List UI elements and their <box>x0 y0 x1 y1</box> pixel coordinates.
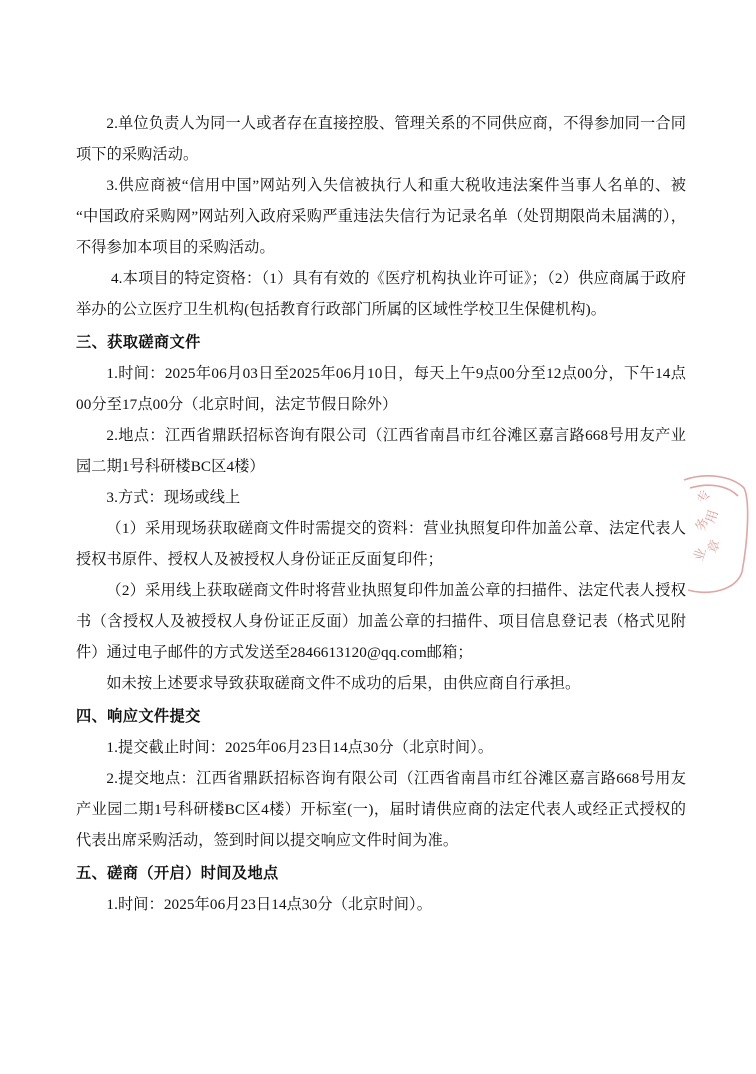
paragraph-clause-2: 2.单位负责人为同一人或者存在直接控股、管理关系的不同供应商，不得参加同一合同项下的采购活动。 <box>76 115 686 163</box>
document-body <box>76 108 686 920</box>
paragraph-acquire-time: 1.时间：2025年06月03日至2025年06月10日，每天上午9点00分至12点00分，下午14点00分至17点00分（北京时间，法定节假日除外） <box>76 365 686 413</box>
paragraph-acquire-note: 如未按上述要求导致获取磋商文件不成功的后果，由供应商自行承担。 <box>106 675 581 692</box>
paragraph-clause-4: 4.本项目的特定资格：（1）具有有效的《医疗机构执业许可证》；（2）供应商属于政府举办的公立医疗卫生机构(包括教育行政部门所属的区域性学校卫生保健机构)。 <box>76 270 686 318</box>
heading-section-three: 三、获取磋商文件 <box>76 334 201 351</box>
svg-text:用: 用 <box>702 507 721 525</box>
paragraph-acquire-method: 3.方式：现场或线上 <box>106 489 241 506</box>
paragraph-acquire-online: （2）采用线上获取磋商文件时将营业执照复印件加盖公章的扫描件、法定代表人授权书（含授权人及被授权人身份证正反面）加盖公章的扫描件、项目信息登记表（格式见附件）通过电子邮件的方式发送至2846613120@qq.com邮箱； <box>76 582 686 661</box>
heading-section-five: 五、磋商（开启）时间及地点 <box>76 865 279 882</box>
paragraph-acquire-onsite: （1）采用现场获取磋商文件时需提交的资料：营业执照复印件加盖公章、法定代表人授权书原件、授权人及被授权人身份证正反面复印件； <box>76 520 686 568</box>
paragraph-submit-place: 2.提交地点：江西省鼎跃招标咨询有限公司（江西省南昌市红谷滩区嘉言路668号用友产业园二期1号科研楼BC区4楼）开标室(一)，届时请供应商的法定代表人或经正式授权的代表出席采购活动，签到时间以提交响应文件时间为准。 <box>76 770 686 849</box>
svg-text:务: 务 <box>692 515 711 533</box>
paragraph-submit-deadline: 1.提交截止时间：2025年06月23日14点30分（北京时间）。 <box>106 739 494 756</box>
paragraph-clause-3: 3.供应商被“信用中国”网站列入失信被执行人和重大税收违法案件当事人名单的、被“中国政府采购网”网站列入政府采购严重违法失信行为记录名单（处罚期限尚未届满的），不得参加本项目的采购活动。 <box>76 177 686 256</box>
red-seal-icon <box>680 470 750 600</box>
paragraph-opening-time: 1.时间：2025年06月23日14点30分（北京时间）。 <box>106 896 433 913</box>
paragraph-acquire-place: 2.地点：江西省鼎跃招标咨询有限公司（江西省南昌市红谷滩区嘉言路668号用友产业园二期1号科研楼BC区4楼） <box>76 427 686 475</box>
svg-text:专: 专 <box>694 487 713 505</box>
svg-text:章: 章 <box>704 537 723 555</box>
heading-section-four: 四、响应文件提交 <box>76 708 201 725</box>
svg-text:业: 业 <box>690 545 709 563</box>
